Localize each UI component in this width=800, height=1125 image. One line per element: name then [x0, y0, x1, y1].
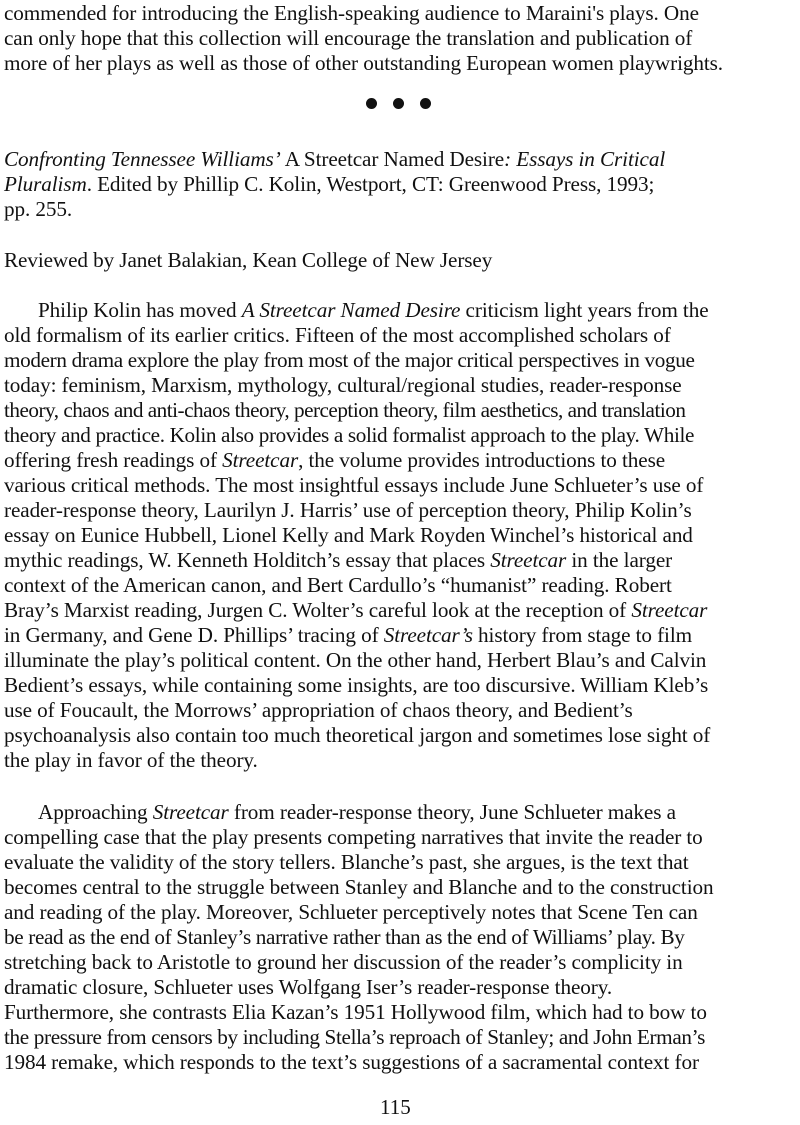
citation-line: [4, 171, 654, 197]
text-span: mythic readings, W. Kenneth Holditch’s essay that places: [4, 548, 491, 572]
italic-title: A Streetcar Named Desire: [241, 298, 461, 322]
text-line: 1984 remake, which responds to the text’s suggestions of a sacramental context for: [4, 1050, 699, 1074]
text-line: old formalism of its earlier critics. Fifteen of the most accomplished scholars of: [4, 323, 671, 347]
text-line: context of the American canon, and Bert Cardullo’s “humanist” reading. Robert: [4, 573, 672, 597]
text-line: and reading of the play. Moreover, Schlueter perceptively notes that Scene Ten can: [4, 900, 698, 924]
text-line: theory and practice. Kolin also provides a solid formalist approach to the play. While: [4, 423, 695, 447]
text-line: [38, 297, 709, 323]
text-line: essay on Eunice Hubbell, Lionel Kelly and Mark Royden Winchel’s historical and: [4, 523, 693, 547]
text-line: Bedient’s essays, while containing some insights, are too discursive. William Kleb’s: [4, 673, 709, 697]
text-span: criticism light years from the: [460, 298, 709, 322]
text-span: history from stage to film: [472, 623, 693, 647]
text-line: compelling case that the play presents competing narratives that invite the reader to: [4, 825, 703, 849]
bullet-dot-icon: [420, 98, 431, 109]
italic-title: Streetcar: [152, 800, 229, 824]
italic-title: Streetcar: [490, 548, 567, 572]
text-span: Approaching: [38, 800, 153, 824]
italic-title: Streetcar: [631, 598, 708, 622]
citation-subtitle-italic: Pluralism: [4, 172, 87, 196]
text-line: psychoanalysis also contain too much theoretical jargon and sometimes lose sight of: [4, 723, 711, 747]
reviewer-line: Reviewed by Janet Balakian, Kean College of New Jersey: [4, 248, 493, 272]
citation-play-title: A Streetcar Named Desire: [280, 147, 505, 171]
text-line: use of Foucault, the Morrows’ appropriation of chaos theory, and Bedient’s: [4, 698, 633, 722]
text-line: commended for introducing the English-speaking audience to Maraini's plays. One: [4, 1, 699, 25]
text-line: today: feminism, Marxism, mythology, cultural/regional studies, reader-response: [4, 373, 682, 397]
text-line: the pressure from censors by including Stella’s reproach of Stanley; and John Erman’s: [4, 1025, 706, 1049]
text-line: [4, 597, 707, 623]
text-span: , the volume provides introductions to these: [298, 448, 666, 472]
page-number: 115: [380, 1095, 411, 1119]
bullet-dot-icon: [393, 98, 404, 109]
text-line: more of her plays as well as those of other outstanding European women playwrights.: [4, 51, 723, 75]
text-span: from reader-response theory, June Schlueter makes a: [228, 800, 676, 824]
text-line: [38, 799, 676, 825]
text-line: [4, 447, 665, 473]
text-span: offering fresh readings of: [4, 448, 223, 472]
citation-pages: pp. 255.: [4, 197, 73, 221]
text-line: modern drama explore the play from most of the major critical perspectives in vogue: [4, 348, 695, 372]
text-line: [4, 547, 672, 573]
citation-subtitle-italic: : Essays in Critical: [504, 147, 666, 171]
text-line: be read as the end of Stanley’s narrative rather than as the end of Williams’ play. By: [4, 925, 685, 949]
text-line: reader-response theory, Laurilyn J. Harris’ use of perception theory, Philip Kolin’s: [4, 498, 692, 522]
text-span: in the larger: [566, 548, 673, 572]
bullet-dot-icon: [366, 98, 377, 109]
section-separator-dots-icon: [366, 93, 436, 115]
text-line: illuminate the play’s political content. On the other hand, Herbert Blau’s and Calvin: [4, 648, 707, 672]
text-line: the play in favor of the theory.: [4, 748, 258, 772]
text-line: can only hope that this collection will encourage the translation and publication of: [4, 26, 693, 50]
text-span: in Germany, and Gene D. Phillips’ tracing of: [4, 623, 384, 647]
text-span: Philip Kolin has moved: [38, 298, 242, 322]
text-line: stretching back to Aristotle to ground her discussion of the reader’s complicity in: [4, 950, 683, 974]
text-span: Bray’s Marxist reading, Jurgen C. Wolter’s careful look at the reception of: [4, 598, 632, 622]
citation-title-italic: Confronting Tennessee Williams’: [4, 147, 281, 171]
text-line: [4, 622, 692, 648]
text-line: dramatic closure, Schlueter uses Wolfgang Iser’s reader-response theory.: [4, 975, 613, 999]
text-line: various critical methods. The most insightful essays include June Schlueter’s use of: [4, 473, 704, 497]
italic-title: Streetcar: [222, 448, 299, 472]
italic-title: Streetcar’s: [383, 623, 473, 647]
citation-line: [4, 146, 665, 172]
text-line: evaluate the validity of the story tellers. Blanche’s past, she argues, is the text that: [4, 850, 689, 874]
citation-publication-info: . Edited by Phillip C. Kolin, Westport, CT: Greenwood Press, 1993;: [86, 172, 655, 196]
text-line: theory, chaos and anti-chaos theory, perception theory, film aesthetics, and translation: [4, 398, 686, 422]
text-line: becomes central to the struggle between Stanley and Blanche and to the construction: [4, 875, 714, 899]
text-line: Furthermore, she contrasts Elia Kazan’s 1951 Hollywood film, which had to bow to: [4, 1000, 707, 1024]
